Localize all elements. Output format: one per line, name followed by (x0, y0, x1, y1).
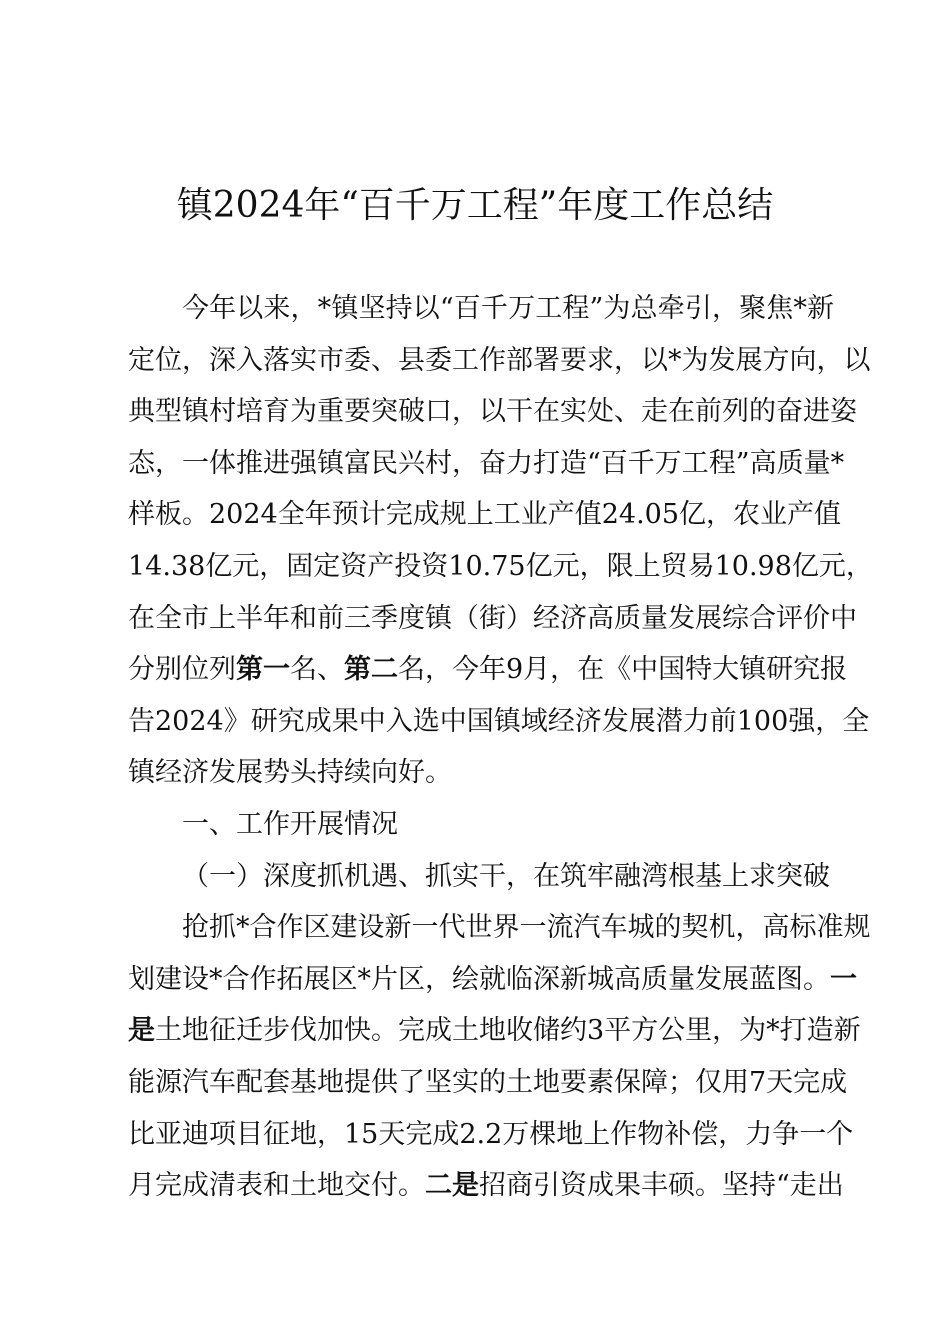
text-segment: 定位，深入落实市委、县委工作部署要求，以*为发展方向，以 (128, 344, 871, 376)
text-line (128, 747, 834, 799)
text-segment: 样板。2024全年预计完成规上工业产值24.05亿，农业产值 (128, 499, 842, 531)
document-title: 镇2024年“百千万工程”年度工作总结 (176, 185, 774, 226)
text-line (128, 438, 845, 490)
bold-text: 是 (128, 1015, 155, 1047)
text-segment: 比亚迪项目征地，15天完成2.2万棵地上作物补偿，力争一个 (128, 1118, 854, 1150)
text-segment: 名，今年9月，在《中国特大镇研究报 (398, 654, 848, 686)
text-line (128, 593, 857, 645)
text-segment: 一、工作开展情况 (182, 808, 398, 840)
text-segment: 招商引资成果丰硕。坚持“走出 (479, 1170, 844, 1202)
bold-text: 二是 (425, 1170, 479, 1202)
text-segment: 划建设*合作拓展区*片区，绘就临深新城高质量发展蓝图。 (128, 963, 830, 995)
text-line (128, 902, 871, 954)
text-segment: 抢抓*合作区建设新一代世界一流汽车城的契机，高标准规 (182, 912, 871, 944)
text-line (128, 644, 848, 696)
text-segment: 14.38亿元，固定资产投资10.75亿元，限上贸易10.98亿元， (128, 550, 873, 582)
text-segment: （一）深度抓机遇、抓实干，在筑牢融湾根基上求突破 (182, 860, 830, 892)
document-body (128, 283, 873, 1212)
bold-text: 第一 (236, 654, 290, 686)
text-segment: 今年以来，*镇坚持以“百千万工程”为总牵引，聚焦*新 (182, 293, 834, 324)
text-segment: 态，一体推进强镇富民兴村，奋力打造“百千万工程”高质量* (128, 447, 845, 479)
bold-text: 一 (830, 963, 857, 995)
text-segment: 月完成清表和土地交付。 (128, 1170, 425, 1202)
text-line (128, 696, 870, 748)
text-line (128, 541, 873, 593)
text-line (128, 851, 834, 903)
bold-text: 第二 (344, 654, 398, 686)
text-line (128, 1160, 844, 1212)
text-line (128, 1005, 861, 1057)
text-segment: 在全市上半年和前三季度镇（街）经济高质量发展综合评价中 (128, 602, 857, 634)
text-segment: 典型镇村培育为重要突破口，以干在实处、走在前列的奋进姿 (128, 396, 857, 428)
text-segment: 土地征迁步伐加快。完成土地收储约3平方公里，为*打造新 (155, 1015, 861, 1047)
text-segment: 名、 (290, 654, 344, 686)
text-line (128, 489, 842, 541)
text-segment: 告2024》研究成果中入选中国镇域经济发展潜力前100强，全 (128, 705, 870, 737)
text-line (128, 954, 857, 1006)
text-segment: 分别位列 (128, 654, 236, 686)
text-segment: 能源汽车配套基地提供了坚实的土地要素保障；仅用7天完成 (128, 1066, 848, 1098)
text-line (128, 386, 857, 438)
text-line (128, 283, 834, 335)
text-segment: 镇经济发展势头持续向好。 (128, 757, 452, 789)
text-line (128, 335, 871, 387)
text-line (128, 1109, 854, 1161)
text-line (128, 799, 834, 851)
text-line (128, 1057, 848, 1109)
